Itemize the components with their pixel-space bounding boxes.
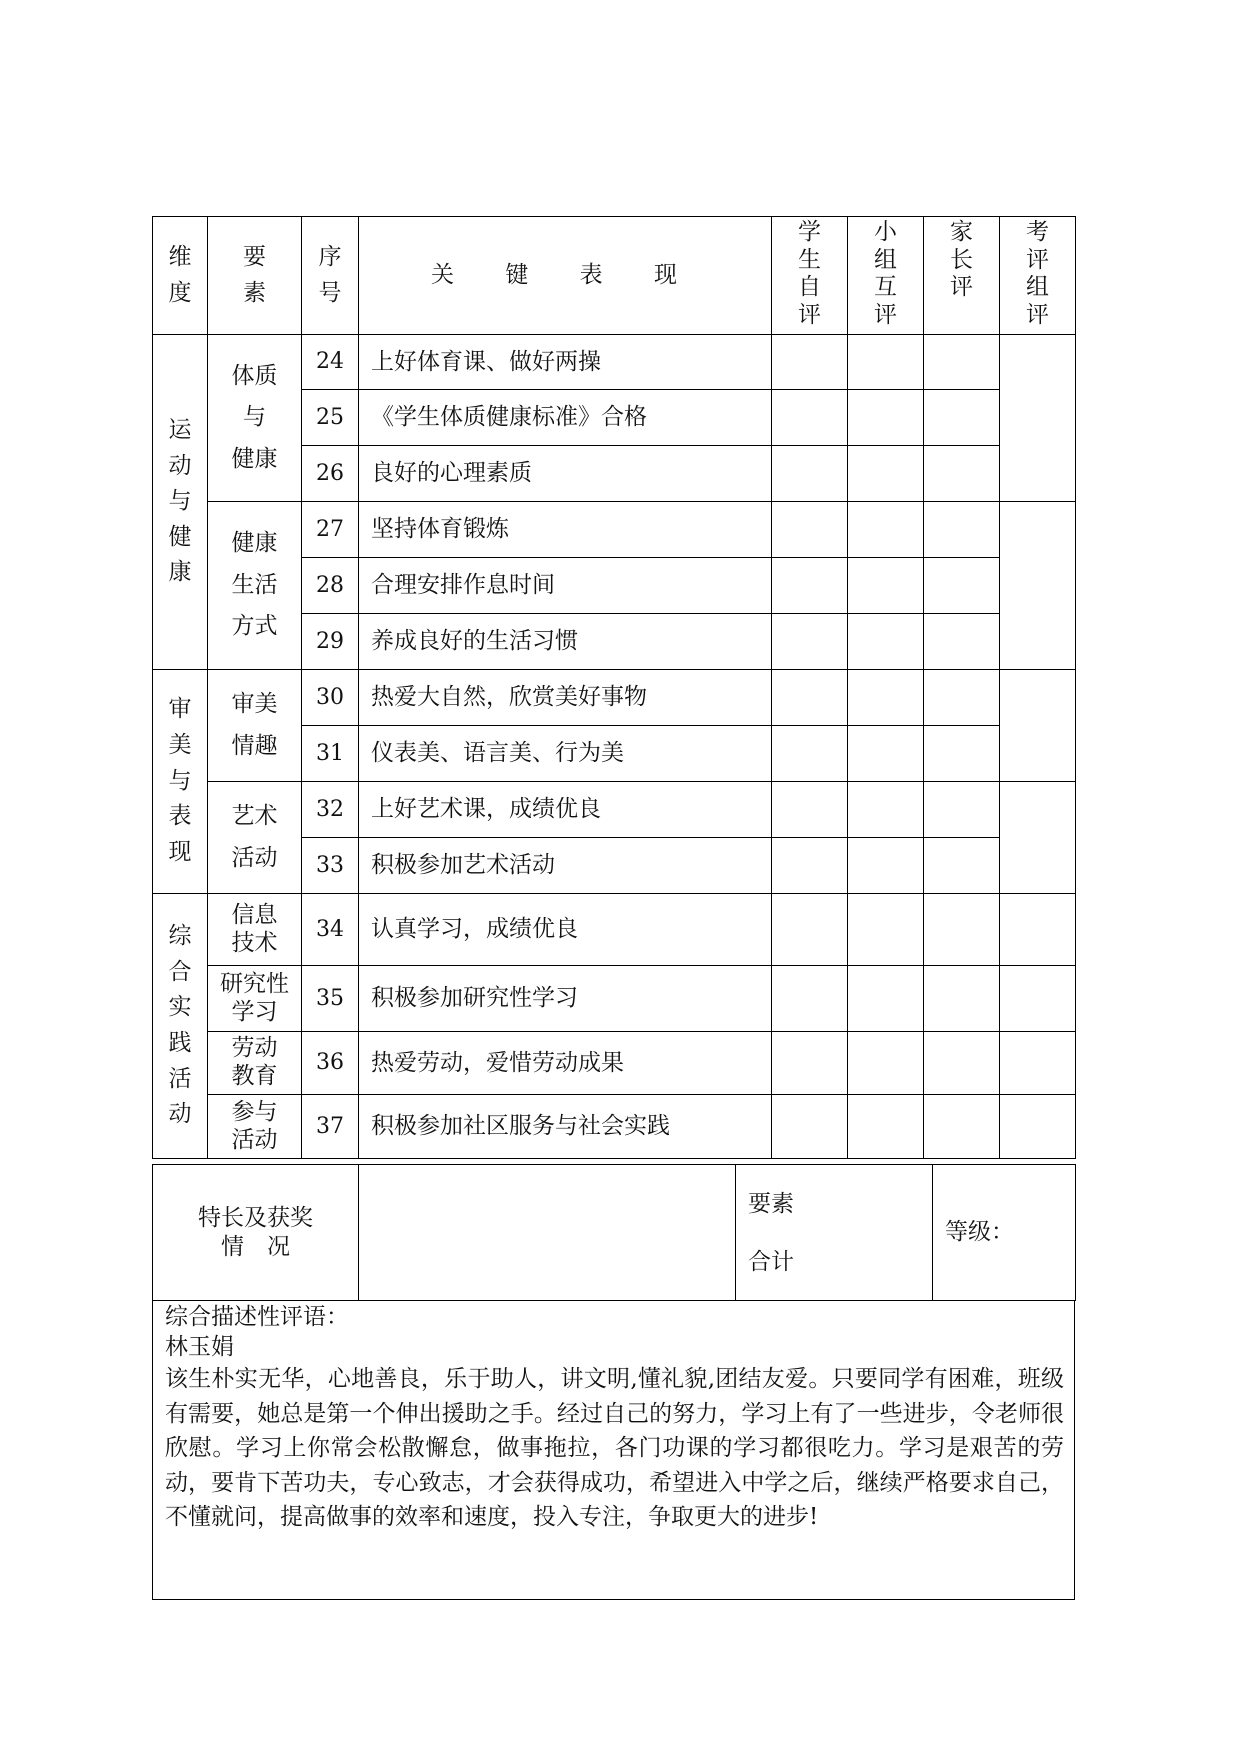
dimension-cell (153, 670, 208, 894)
char: 实 (168, 994, 192, 1021)
group-eval-cell[interactable] (848, 614, 924, 670)
header-dimension (153, 217, 208, 335)
student-name: 林玉娟 (165, 1334, 234, 1360)
element-cell (208, 966, 302, 1032)
char: 参与 (231, 1098, 278, 1125)
char: 健 (168, 523, 192, 550)
awards-label (153, 1165, 359, 1301)
char: 运 (168, 416, 192, 443)
table-row (153, 966, 1076, 1032)
key-performance-text: 仪表美、语言美、行为美 (359, 726, 772, 782)
self-eval-cell[interactable] (772, 782, 848, 838)
char: 长 (950, 246, 973, 273)
header-panel-eval (1000, 217, 1076, 335)
panel-eval-cell[interactable] (1000, 335, 1076, 502)
char: 度 (168, 279, 192, 306)
group-eval-cell[interactable] (848, 670, 924, 726)
char: 学 (798, 219, 821, 245)
sequence-number: 25 (302, 390, 359, 446)
char: 研究性 (220, 970, 289, 997)
panel-eval-cell[interactable] (1000, 782, 1076, 894)
header-row (153, 217, 1076, 335)
element-cell (208, 335, 302, 502)
header-seq (302, 217, 359, 335)
group-eval-cell[interactable] (848, 1095, 924, 1159)
key-performance-text: 积极参加研究性学习 (359, 966, 772, 1032)
remarks-title: 综合描述性评语： (165, 1304, 349, 1330)
char: 技术 (231, 929, 278, 956)
char: 评 (874, 301, 897, 328)
group-eval-cell[interactable] (848, 894, 924, 966)
panel-eval-cell[interactable] (1000, 502, 1076, 670)
char: 与 (243, 404, 266, 431)
char: 号 (318, 279, 342, 306)
char: 评 (798, 301, 821, 328)
char: 活动 (231, 844, 278, 871)
self-eval-cell[interactable] (772, 1032, 848, 1095)
element-cell (208, 1032, 302, 1095)
char: 体质 (231, 362, 278, 389)
char: 活 (168, 1065, 192, 1092)
key-performance-text: 《学生体质健康标准》合格 (359, 390, 772, 446)
header-group-eval (848, 217, 924, 335)
parent-eval-cell[interactable] (924, 614, 1000, 670)
group-eval-cell[interactable] (848, 838, 924, 894)
key-performance-text: 上好艺术课，成绩优良 (359, 782, 772, 838)
element-cell (208, 670, 302, 782)
parent-eval-cell[interactable] (924, 966, 1000, 1032)
char: 方式 (231, 613, 278, 640)
element-cell (208, 1095, 302, 1159)
parent-eval-cell[interactable] (924, 558, 1000, 614)
element-cell (208, 894, 302, 966)
char: 劳动 (231, 1035, 278, 1062)
char: 自 (798, 274, 821, 301)
awards-content-cell[interactable] (359, 1165, 736, 1301)
char: 维 (168, 243, 192, 270)
table-row (153, 782, 1076, 838)
dimension-cell (153, 335, 208, 670)
awards-label-line1: 特长及获奖 (198, 1204, 313, 1231)
evaluation-table (152, 216, 1076, 1159)
char: 学习 (231, 998, 278, 1025)
group-eval-cell[interactable] (848, 335, 924, 390)
char: 组 (874, 246, 897, 273)
char: 序 (318, 243, 342, 270)
parent-eval-cell[interactable] (924, 502, 1000, 558)
header-parent-eval (924, 217, 1000, 335)
self-eval-cell[interactable] (772, 670, 848, 726)
self-eval-cell[interactable] (772, 502, 848, 558)
char: 健康 (231, 445, 278, 472)
remarks-body: 该生朴实无华，心地善良，乐于助人，讲文明,懂礼貌,团结友爱。只要同学有困难，班级有需要，她总是第一个伸出援助之手。经过自己的努力，学习上有了一些进步，令老师很欣慰。学习上你常会松散懈怠，做事拖拉，各门功课的学习都很吃力。学习是艰苦的劳动，要肯下苦功夫，专心致志，才会获得成功，希望进入中学之后，继续严格要求自己，不懂就问，提高做事的效率和速度，投入专注，争取更大的进步! (165, 1366, 1064, 1530)
key-performance-text: 热爱大自然，欣赏美好事物 (359, 670, 772, 726)
group-eval-cell[interactable] (848, 446, 924, 502)
sequence-number: 24 (302, 335, 359, 390)
table-row (153, 894, 1076, 966)
char: 情趣 (231, 732, 278, 759)
group-eval-cell[interactable] (848, 558, 924, 614)
char: 审美 (231, 691, 278, 718)
panel-eval-cell[interactable] (1000, 1095, 1076, 1159)
char: 合 (168, 958, 192, 985)
element-total-line1: 要素 (748, 1190, 794, 1217)
group-eval-cell[interactable] (848, 390, 924, 446)
parent-eval-cell[interactable] (924, 390, 1000, 446)
element-total-line2: 合计 (748, 1248, 794, 1275)
self-eval-cell[interactable] (772, 446, 848, 502)
table-row (153, 670, 1076, 726)
table-row (153, 502, 1076, 558)
char: 小 (874, 219, 897, 245)
group-eval-cell[interactable] (848, 782, 924, 838)
panel-eval-cell[interactable] (1000, 966, 1076, 1032)
sequence-number: 32 (302, 782, 359, 838)
table-row (153, 335, 1076, 390)
element-total-cell[interactable] (736, 1165, 933, 1301)
char: 表 (168, 803, 192, 830)
parent-eval-cell[interactable] (924, 670, 1000, 726)
table-row (153, 1032, 1076, 1095)
self-eval-cell[interactable] (772, 390, 848, 446)
sequence-number: 35 (302, 966, 359, 1032)
element-cell (208, 782, 302, 894)
group-eval-cell[interactable] (848, 726, 924, 782)
key-performance-text: 养成良好的生活习惯 (359, 614, 772, 670)
parent-eval-cell[interactable] (924, 446, 1000, 502)
self-eval-cell[interactable] (772, 894, 848, 966)
panel-eval-cell[interactable] (1000, 894, 1076, 966)
char: 康 (168, 559, 192, 586)
char: 生 (798, 246, 821, 273)
sequence-number: 26 (302, 446, 359, 502)
self-eval-cell[interactable] (772, 966, 848, 1032)
awards-table (152, 1164, 1076, 1301)
char: 与 (168, 488, 192, 515)
group-eval-cell[interactable] (848, 1032, 924, 1095)
sequence-number: 31 (302, 726, 359, 782)
char: 家 (950, 219, 973, 245)
parent-eval-cell[interactable] (924, 894, 1000, 966)
header-element (208, 217, 302, 335)
self-eval-cell[interactable] (772, 335, 848, 390)
key-performance-text: 坚持体育锻炼 (359, 502, 772, 558)
key-performance-text: 良好的心理素质 (359, 446, 772, 502)
char: 活动 (231, 1126, 278, 1153)
char: 生活 (231, 571, 278, 598)
parent-eval-cell[interactable] (924, 838, 1000, 894)
char: 践 (168, 1030, 192, 1056)
parent-eval-cell[interactable] (924, 1032, 1000, 1095)
key-performance-text: 认真学习，成绩优良 (359, 894, 772, 966)
sequence-number: 29 (302, 614, 359, 670)
char: 现 (168, 838, 192, 865)
char: 审 (168, 696, 192, 723)
char: 健康 (231, 530, 278, 557)
char: 艺术 (231, 803, 278, 830)
grade-label: 等级： (945, 1219, 1014, 1246)
parent-eval-cell[interactable] (924, 335, 1000, 390)
header-self-eval (772, 217, 848, 335)
char: 教育 (231, 1063, 278, 1089)
key-performance-text: 上好体育课、做好两操 (359, 335, 772, 390)
sequence-number: 36 (302, 1032, 359, 1095)
char: 考 (1026, 219, 1049, 245)
group-eval-cell[interactable] (848, 502, 924, 558)
self-eval-cell[interactable] (772, 614, 848, 670)
dimension-cell (153, 894, 208, 1159)
char: 组 (1026, 274, 1049, 301)
header-key-performance (359, 217, 772, 335)
grade-cell[interactable] (933, 1165, 1076, 1301)
remarks-box (152, 1300, 1075, 1600)
char: 信息 (231, 901, 278, 928)
char: 动 (168, 1101, 192, 1128)
panel-eval-cell[interactable] (1000, 1032, 1076, 1095)
sequence-number: 27 (302, 502, 359, 558)
key-performance-text: 热爱劳动，爱惜劳动成果 (359, 1032, 772, 1095)
sequence-number: 30 (302, 670, 359, 726)
char: 美 (168, 732, 192, 759)
char: 评 (950, 274, 973, 301)
awards-label-line2: 情 况 (221, 1233, 290, 1260)
self-eval-cell[interactable] (772, 558, 848, 614)
char: 互 (874, 274, 897, 301)
group-eval-cell[interactable] (848, 966, 924, 1032)
header-key-text: 关 键 表 现 (431, 262, 699, 289)
key-performance-text: 积极参加社区服务与社会实践 (359, 1095, 772, 1159)
parent-eval-cell[interactable] (924, 782, 1000, 838)
char: 综 (168, 923, 192, 950)
self-eval-cell[interactable] (772, 838, 848, 894)
self-eval-cell[interactable] (772, 726, 848, 782)
element-cell (208, 502, 302, 670)
char: 素 (243, 279, 266, 306)
sequence-number: 33 (302, 838, 359, 894)
char: 评 (1026, 246, 1049, 273)
key-performance-text: 合理安排作息时间 (359, 558, 772, 614)
parent-eval-cell[interactable] (924, 1095, 1000, 1159)
char: 评 (1026, 301, 1049, 328)
sequence-number: 34 (302, 894, 359, 966)
table-row (153, 1095, 1076, 1159)
key-performance-text: 积极参加艺术活动 (359, 838, 772, 894)
char: 与 (168, 767, 192, 794)
sequence-number: 28 (302, 558, 359, 614)
parent-eval-cell[interactable] (924, 726, 1000, 782)
char: 动 (168, 452, 192, 479)
char: 要 (243, 243, 266, 270)
panel-eval-cell[interactable] (1000, 670, 1076, 782)
sequence-number: 37 (302, 1095, 359, 1159)
self-eval-cell[interactable] (772, 1095, 848, 1159)
